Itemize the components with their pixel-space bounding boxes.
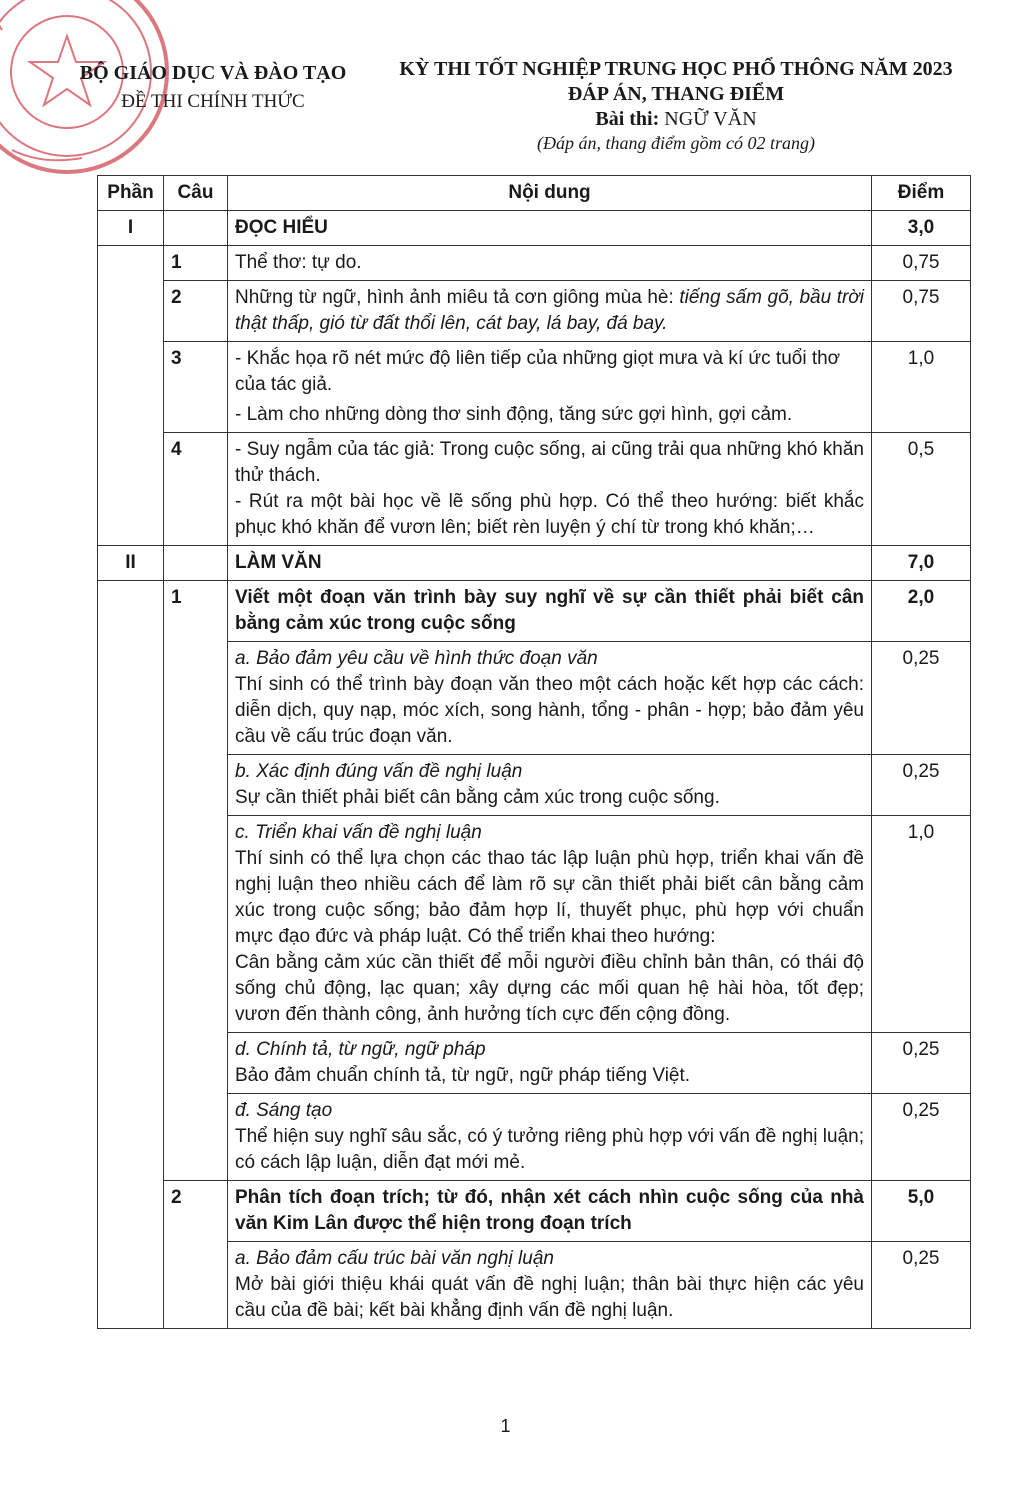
answer-line: - Khắc họa rõ nét mức độ liên tiếp của những giọt mưa và kí ức tuổi thơ của tác giả. [235, 348, 841, 395]
table-row [98, 1242, 971, 1329]
section-score: 7,0 [872, 546, 971, 581]
table-row [98, 1181, 971, 1242]
question-number: 2 [164, 1181, 228, 1329]
section-row [98, 546, 971, 581]
criterion [228, 755, 872, 816]
criterion [228, 642, 872, 755]
table-row [98, 246, 971, 281]
criterion-text: Bảo đảm chuẩn chính tả, từ ngữ, ngữ pháp tiếng Việt. [235, 1065, 691, 1086]
empty-cell [98, 246, 164, 546]
header-left [68, 62, 358, 113]
empty-cell [98, 581, 164, 1329]
table-row [98, 816, 971, 1033]
subject-line [386, 108, 966, 131]
criterion [228, 1033, 872, 1094]
page-number: 1 [500, 1416, 511, 1436]
answer-score: 0,75 [872, 246, 971, 281]
question-score: 5,0 [872, 1181, 971, 1242]
question-number: 4 [164, 433, 228, 546]
section-title: ĐỌC HIỂU [228, 211, 872, 246]
table-row [98, 433, 971, 546]
subject-label: Bài thi: [595, 108, 660, 130]
criterion-text: Sự cần thiết phải biết cân bằng cảm xúc trong cuộc sống. [235, 787, 720, 808]
question-number: 1 [164, 581, 228, 1181]
table-header-row [98, 176, 971, 211]
question-number: 1 [164, 246, 228, 281]
question-title: Viết một đoạn văn trình bày suy nghĩ về sự cần thiết phải biết cân bằng cảm xúc trong cuộc sống [228, 581, 872, 642]
table-row [98, 281, 971, 342]
answer-line: - Rút ra một bài học về lẽ sống phù hợp. Có thể theo hướng: biết khắc phục khó khăn để vươn lên; biết rèn luyện ý chí từ trong khó khăn;… [235, 491, 864, 538]
question-number: 3 [164, 342, 228, 433]
criterion-title: d. Chính tả, từ ngữ, ngữ pháp [235, 1039, 486, 1060]
answer-table [97, 175, 971, 1329]
criterion-text: Thí sinh có thể trình bày đoạn văn theo một cách hoặc kết hợp các cách: diễn dịch, quy nạp, móc xích, song hành, tổng - phân - hợp; bảo đảm yêu cầu về cấu trúc đoạn văn. [235, 674, 864, 747]
criterion-text: Thể hiện suy nghĩ sâu sắc, có ý tưởng riêng phù hợp với vấn đề nghị luận; có cách lập luận, diễn đạt mới mẻ. [235, 1126, 864, 1173]
empty-cell [164, 546, 228, 581]
criterion-score: 0,25 [872, 1094, 971, 1181]
answer-text [228, 433, 872, 546]
answer-score: 0,75 [872, 281, 971, 342]
criterion-text: Mở bài giới thiệu khái quát vấn đề nghị luận; thân bài thực hiện các yêu cầu của đề bài; kết bài khẳng định vấn đề nghị luận. [235, 1274, 864, 1321]
answer-text: Thể thơ: tự do. [228, 246, 872, 281]
answer-line: - Làm cho những dòng thơ sinh động, tăng sức gợi hình, gợi cảm. [235, 404, 793, 425]
header-part: Phần [98, 176, 164, 211]
answer-score: 0,5 [872, 433, 971, 546]
answer-text-italic: tiếng sấm gõ, bầu trời thật thấp, gió từ đất thổi lên, cát bay, lá bay, đá bay. [235, 287, 865, 334]
criterion-title: a. Bảo đảm yêu cầu về hình thức đoạn văn [235, 648, 598, 669]
subject: NGỮ VĂN [664, 108, 757, 130]
criterion-title: c. Triển khai vấn đề nghị luận [235, 822, 482, 843]
table-row [98, 1033, 971, 1094]
answer-text [228, 281, 872, 342]
criterion [228, 816, 872, 1033]
question-score: 2,0 [872, 581, 971, 642]
criterion-score: 0,25 [872, 1033, 971, 1094]
empty-cell [164, 211, 228, 246]
criterion [228, 1242, 872, 1329]
header-score: Điểm [872, 176, 971, 211]
question-title: Phân tích đoạn trích; từ đó, nhận xét cách nhìn cuộc sống của nhà văn Kim Lân được thể hiện trong đoạn trích [228, 1181, 872, 1242]
criterion [228, 1094, 872, 1181]
section-title: LÀM VĂN [228, 546, 872, 581]
criterion-title: b. Xác định đúng vấn đề nghị luận [235, 761, 523, 782]
section-score: 3,0 [872, 211, 971, 246]
table-row [98, 581, 971, 642]
pages-note: (Đáp án, thang điểm gồm có 02 trang) [537, 133, 815, 153]
criterion-text: Cân bằng cảm xúc cần thiết để mỗi người điều chỉnh bản thân, có thái độ sống chủ động, lạc quan; xây dựng các mối quan hệ hài hòa, tốt đẹp; vươn đến thành công, ảnh hưởng tích cực đến cộng đồng. [235, 952, 864, 1025]
question-number: 2 [164, 281, 228, 342]
section-part: II [98, 546, 164, 581]
criterion-title: a. Bảo đảm cấu trúc bài văn nghị luận [235, 1248, 554, 1269]
criterion-score: 1,0 [872, 816, 971, 1033]
criterion-text: Thí sinh có thể lựa chọn các thao tác lập luận phù hợp, triển khai vấn đề nghị luận theo nhiều cách để làm rõ sự cần thiết phải biết cân bằng cảm xúc trong cuộc sống; bảo đảm hợp lí, thuyết phục, phù hợp với chuẩn mực đạo đức và pháp luật. Có thể triển khai theo hướng: [235, 848, 864, 947]
section-part: I [98, 211, 164, 246]
answer-score: 1,0 [872, 342, 971, 433]
answer-text [228, 342, 872, 433]
criterion-title: đ. Sáng tạo [235, 1100, 333, 1121]
exam-title: KỲ THI TỐT NGHIỆP TRUNG HỌC PHỔ THÔNG NĂM 2023 [399, 58, 953, 80]
answer-text-plain: Những từ ngữ, hình ảnh miêu tả cơn giông mùa hè: [235, 287, 674, 308]
table-row [98, 1094, 971, 1181]
criterion-score: 0,25 [872, 642, 971, 755]
official-label: ĐỀ THI CHÍNH THỨC [121, 91, 305, 112]
table-row [98, 342, 971, 433]
table-row [98, 642, 971, 755]
table-row [98, 755, 971, 816]
ministry-name: BỘ GIÁO DỤC VÀ ĐÀO TẠO [79, 62, 347, 84]
answer-title: ĐÁP ÁN, THANG ĐIỂM [567, 83, 785, 105]
header-right [386, 58, 966, 154]
criterion-score: 0,25 [872, 755, 971, 816]
header-question: Câu [164, 176, 228, 211]
answer-line: - Suy ngẫm của tác giả: Trong cuộc sống, ai cũng trải qua những khó khăn thử thách. [235, 439, 864, 486]
criterion-score: 0,25 [872, 1242, 971, 1329]
header-content: Nội dung [228, 176, 872, 211]
section-row [98, 211, 971, 246]
